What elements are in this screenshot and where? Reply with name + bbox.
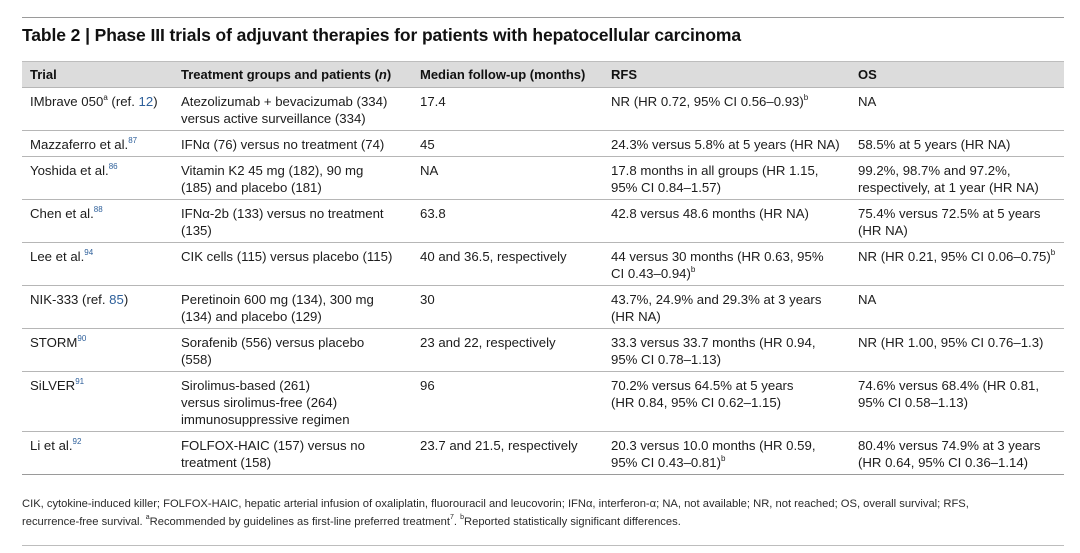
table-row (22, 286, 1064, 329)
treatment-cell (173, 131, 412, 157)
followup-cell (412, 286, 603, 329)
trial-cell (22, 243, 173, 286)
trial-name: STORM (30, 335, 78, 350)
treatment-cell-line: Vitamin K2 45 mg (182), 90 mg (181, 163, 364, 178)
os-cell-line: 74.6% versus 68.4% (HR 0.81, (858, 378, 1040, 393)
followup-cell (412, 372, 603, 432)
followup-cell (412, 329, 603, 372)
significance-marker: b (1050, 247, 1056, 257)
footnote-text: recurrence-free survival. (22, 516, 146, 528)
trial-citation: 87 (128, 135, 138, 145)
rfs-cell (603, 432, 850, 475)
rfs-cell-line (611, 265, 846, 282)
table-body (22, 88, 1064, 475)
os-cell (850, 286, 1064, 329)
rfs-cell-line: 24.3% versus 5.8% at 5 years (HR NA) (611, 137, 840, 152)
trial-ref-number: 85 (109, 292, 124, 307)
footnote-marker-a: a (145, 514, 150, 522)
rfs-cell (603, 372, 850, 432)
trial-name: Chen et al. (30, 206, 94, 221)
os-cell (850, 372, 1064, 432)
trial-citation: 92 (72, 436, 82, 446)
rfs-cell-line: 95% CI 0.78–1.13) (611, 352, 721, 367)
rfs-cell-text: NR (HR 0.72, 95% CI 0.56–0.93) (611, 94, 804, 109)
table-row (22, 88, 1064, 131)
os-cell-line: 75.4% versus 72.5% at 5 years (858, 206, 1041, 221)
treatment-cell (173, 243, 412, 286)
followup-cell-line: 40 and 36.5, respectively (420, 249, 567, 264)
footnote-separator: . (453, 516, 461, 528)
os-cell (850, 243, 1064, 286)
rfs-cell-line: 20.3 versus 10.0 months (HR 0.59, (611, 438, 816, 453)
followup-cell (412, 157, 603, 200)
treatment-cell-line: Sorafenib (556) versus placebo (181, 335, 365, 350)
header-os: OS (850, 62, 1064, 88)
os-cell (850, 88, 1064, 131)
treatment-cell-line: (134) and placebo (129) (181, 309, 322, 324)
os-cell-line: (HR NA) (858, 223, 908, 238)
followup-cell (412, 131, 603, 157)
rfs-cell-line: 70.2% versus 64.5% at 5 years (611, 378, 794, 393)
rfs-cell (603, 329, 850, 372)
followup-cell (412, 432, 603, 475)
treatment-cell-line: IFNα (76) versus no treatment (74) (181, 137, 385, 152)
treatment-cell (173, 432, 412, 475)
top-divider (22, 17, 1064, 18)
treatment-cell (173, 286, 412, 329)
os-cell-line: 58.5% at 5 years (HR NA) (858, 137, 1011, 152)
rfs-cell (603, 286, 850, 329)
footnote-marker-b: b (460, 514, 465, 522)
treatment-cell-line: CIK cells (115) versus placebo (115) (181, 249, 393, 264)
trial-cell (22, 157, 173, 200)
trial-citation: 86 (108, 161, 118, 171)
trial-name: SiLVER (30, 378, 76, 393)
followup-cell (412, 243, 603, 286)
rfs-cell-text: CI 0.43–0.94) (611, 266, 691, 281)
os-cell-line: respectively, at 1 year (HR NA) (858, 180, 1039, 195)
trial-citation: 91 (75, 376, 85, 386)
trial-cell (22, 432, 173, 475)
os-cell (850, 131, 1064, 157)
trial-cell (22, 372, 173, 432)
treatment-cell (173, 88, 412, 131)
os-cell-line (858, 248, 1060, 265)
trial-citation: 88 (93, 204, 103, 214)
treatment-cell (173, 372, 412, 432)
rfs-cell (603, 157, 850, 200)
significance-marker: b (690, 264, 696, 274)
footnote-line-2 (22, 513, 1067, 531)
os-cell-line: NA (858, 94, 877, 109)
trial-citation: 90 (77, 333, 87, 343)
significance-marker: b (720, 453, 726, 463)
bottom-divider (22, 545, 1064, 546)
footnote-note-b: Reported statistically significant differences. (464, 516, 681, 528)
os-cell-text: NR (HR 0.21, 95% CI 0.06–0.75) (858, 249, 1051, 264)
followup-cell-line: 17.4 (420, 94, 446, 109)
trial-name: Mazzaferro et al. (30, 137, 129, 152)
treatment-cell-line: IFNα-2b (133) versus no treatment (181, 206, 384, 221)
table-row (22, 243, 1064, 286)
trial-citation: a (103, 92, 108, 102)
table-title: Table 2 | Phase III trials of adjuvant therapies for patients with hepatocellular carcinoma (22, 25, 742, 45)
followup-cell-line: 96 (420, 378, 435, 393)
os-cell-line: (HR 0.64, 95% CI 0.36–1.14) (858, 455, 1029, 470)
os-cell (850, 329, 1064, 372)
header-followup: Median follow-up (months) (412, 62, 603, 88)
trial-ref-number: 12 (138, 94, 154, 109)
followup-cell (412, 88, 603, 131)
header-treatment (173, 62, 412, 88)
treatment-cell (173, 329, 412, 372)
treatment-cell-line: Peretinoin 600 mg (134), 300 mg (181, 292, 374, 307)
table-header-row (22, 62, 1064, 88)
rfs-cell (603, 200, 850, 243)
os-cell-line: 95% CI 0.58–1.13) (858, 395, 968, 410)
treatment-cell-line: (135) (181, 223, 212, 238)
table-row (22, 432, 1064, 475)
treatment-cell-line: versus sirolimus-free (264) (181, 395, 338, 410)
trial-cell (22, 329, 173, 372)
followup-cell (412, 200, 603, 243)
followup-cell-line: 45 (420, 137, 435, 152)
header-treatment-n: n (378, 67, 387, 82)
header-treatment-text: Treatment groups and patients ( (181, 67, 379, 82)
rfs-cell-line: 17.8 months in all groups (HR 1.15, (611, 163, 819, 178)
followup-cell-line: 23 and 22, respectively (420, 335, 556, 350)
rfs-cell-line (611, 454, 846, 471)
header-treatment-close: ) (386, 67, 392, 82)
os-cell-line: NR (HR 1.00, 95% CI 0.76–1.3) (858, 335, 1044, 350)
rfs-cell-line: 44 versus 30 months (HR 0.63, 95% (611, 249, 824, 264)
trial-cell (22, 88, 173, 131)
footnote-ref-7: 7 (449, 514, 454, 522)
treatment-cell (173, 157, 412, 200)
table-row (22, 372, 1064, 432)
os-cell (850, 200, 1064, 243)
rfs-cell (603, 131, 850, 157)
table-row (22, 329, 1064, 372)
os-cell-line: NA (858, 292, 877, 307)
trial-name: Li et al. (30, 438, 73, 453)
treatment-cell-line: (558) (181, 352, 212, 367)
trial-ref-open: (ref. (107, 94, 139, 109)
treatment-cell-line: Sirolimus-based (261) (181, 378, 310, 393)
rfs-cell (603, 88, 850, 131)
os-cell-line: 99.2%, 98.7% and 97.2%, (858, 163, 1011, 178)
header-trial: Trial (22, 62, 173, 88)
header-rfs: RFS (603, 62, 850, 88)
trial-cell (22, 131, 173, 157)
trial-ref-open: (ref. (78, 292, 110, 307)
table-footnote (22, 495, 1067, 531)
followup-cell-line: 63.8 (420, 206, 446, 221)
followup-cell-line: 30 (420, 292, 435, 307)
treatment-cell-line: versus active surveillance (334) (181, 111, 366, 126)
os-cell (850, 432, 1064, 475)
os-cell-line: 80.4% versus 74.9% at 3 years (858, 438, 1041, 453)
trial-name: Yoshida et al. (30, 163, 109, 178)
rfs-cell-line: 33.3 versus 33.7 months (HR 0.94, (611, 335, 816, 350)
followup-cell-line: NA (420, 163, 439, 178)
treatment-cell-line: FOLFOX-HAIC (157) versus no (181, 438, 365, 453)
treatment-cell-line: Atezolizumab + bevacizumab (334) (181, 94, 388, 109)
trial-name: Lee et al. (30, 249, 85, 264)
rfs-cell (603, 243, 850, 286)
trial-ref-close: ) (123, 292, 129, 307)
treatment-cell (173, 200, 412, 243)
trials-table (22, 61, 1064, 475)
trial-name: NIK-333 (30, 292, 79, 307)
trial-cell (22, 286, 173, 329)
table-row (22, 200, 1064, 243)
trial-name: IMbrave 050 (30, 94, 104, 109)
trial-ref-close: ) (153, 94, 158, 109)
treatment-cell-line: immunosuppressive regimen (181, 412, 350, 427)
rfs-cell-line: (HR 0.84, 95% CI 0.62–1.15) (611, 395, 782, 410)
rfs-cell-line (611, 93, 846, 110)
footnote-note-a: Recommended by guidelines as first-line preferred treatment (149, 516, 450, 528)
significance-marker: b (803, 92, 809, 102)
trial-cell (22, 200, 173, 243)
rfs-cell-line: (HR NA) (611, 309, 661, 324)
trial-citation: 94 (84, 247, 94, 257)
os-cell (850, 157, 1064, 200)
table-row (22, 157, 1064, 200)
rfs-cell-line: 43.7%, 24.9% and 29.3% at 3 years (611, 292, 822, 307)
followup-cell-line: 23.7 and 21.5, respectively (420, 438, 578, 453)
table-row (22, 131, 1064, 157)
treatment-cell-line: (185) and placebo (181) (181, 180, 322, 195)
rfs-cell-line: 95% CI 0.84–1.57) (611, 180, 721, 195)
treatment-cell-line: treatment (158) (181, 455, 272, 470)
rfs-cell-line: 42.8 versus 48.6 months (HR NA) (611, 206, 809, 221)
footnote-line-1: CIK, cytokine-induced killer; FOLFOX-HAIC, hepatic arterial infusion of oxaliplatin, fluorouracil and leucovorin; IFNα, interferon-α; NA, not available; NR, not reached; OS, overall survival; RFS, (22, 498, 969, 510)
rfs-cell-text: 95% CI 0.43–0.81) (611, 455, 721, 470)
